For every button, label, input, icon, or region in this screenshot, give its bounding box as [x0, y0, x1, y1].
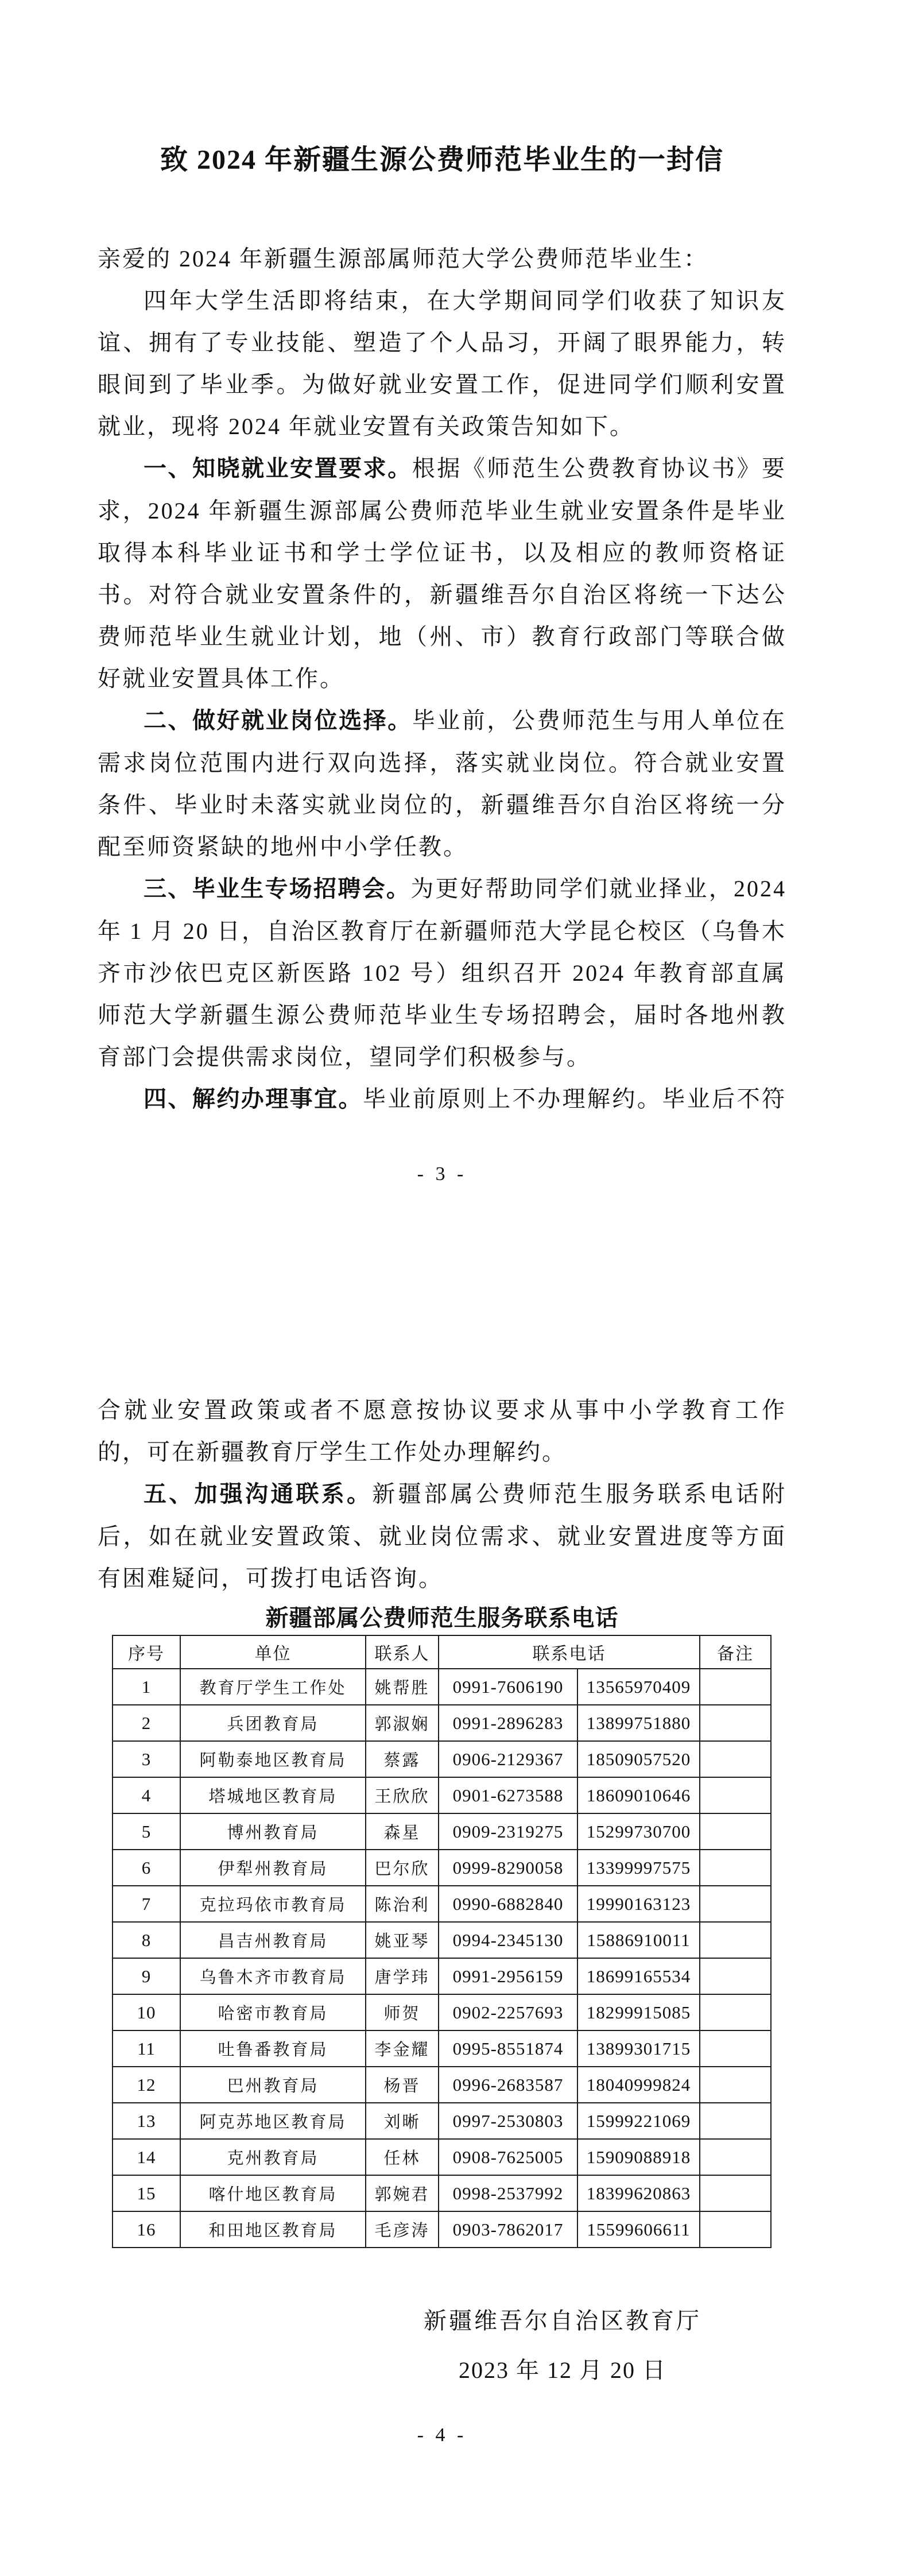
- cell-unit: 克州教育局: [180, 2139, 366, 2175]
- cell-phone2: 18699165534: [577, 1958, 700, 1994]
- cell-index: 14: [113, 2139, 180, 2175]
- cell-index: 11: [113, 2030, 180, 2067]
- cell-index: 5: [113, 1813, 180, 1850]
- cell-phone2: 15909088918: [577, 2139, 700, 2175]
- cell-phone1: 0903-7862017: [439, 2211, 577, 2248]
- cell-note: [700, 1741, 771, 1777]
- cell-phone2: 15299730700: [577, 1813, 700, 1850]
- cell-phone2: 19990163123: [577, 1886, 700, 1922]
- cell-index: 6: [113, 1850, 180, 1886]
- cell-phone1: 0999-8290058: [439, 1850, 577, 1886]
- cell-phone2: 13899751880: [577, 1705, 700, 1741]
- section-4-continuation: 合就业安置政策或者不愿意按协议要求从事中小学教育工作的，可在新疆教育厅学生工作处办理解约。: [98, 1397, 786, 1465]
- col-header-unit: 单位: [180, 1635, 366, 1669]
- cell-note: [700, 1958, 771, 1994]
- section-4-paragraph: [98, 1078, 786, 1120]
- cell-contact: 任林: [366, 2139, 439, 2175]
- document-title: 致 2024 年新疆生源公费师范毕业生的一封信: [160, 145, 724, 175]
- cell-note: [700, 1777, 771, 1813]
- cell-index: 2: [113, 1705, 180, 1741]
- col-header-phone: 联系电话: [439, 1635, 700, 1669]
- table-row: [113, 2030, 771, 2067]
- cell-unit: 克拉玛依市教育局: [180, 1886, 366, 1922]
- col-header-contact: 联系人: [366, 1635, 439, 1669]
- cell-unit: 和田地区教育局: [180, 2211, 366, 2248]
- cell-index: 13: [113, 2103, 180, 2139]
- cell-contact: 巴尔欣: [366, 1850, 439, 1886]
- cell-index: 4: [113, 1777, 180, 1813]
- cell-phone2: 18509057520: [577, 1741, 700, 1777]
- cell-note: [700, 1813, 771, 1850]
- cell-phone1: 0908-7625005: [439, 2139, 577, 2175]
- section-1-body: 根据《师范生公费教育协议书》要求，2024 年新疆生源部属公费师范毕业生就业安置条件是毕业取得本科毕业证书和学士学位证书，以及相应的教师资格证书。对符合就业安置条件的，新疆维吾尔自治区将统一下达公费师范毕业生就业计划，地（州、市）教育行政部门等联合做好就业安置具体工作。: [98, 455, 787, 691]
- cell-contact: 郭婉君: [366, 2175, 439, 2211]
- cell-unit: 昌吉州教育局: [180, 1922, 366, 1958]
- section-3-paragraph: [98, 868, 786, 1078]
- page-3-number: - 3 -: [417, 1163, 467, 1185]
- cell-index: 3: [113, 1741, 180, 1777]
- cell-unit: 吐鲁番教育局: [180, 2030, 366, 2067]
- cell-note: [700, 2175, 771, 2211]
- cell-phone2: 18299915085: [577, 1994, 700, 2030]
- cell-phone1: 0994-2345130: [439, 1922, 577, 1958]
- section-4-heading: 四、解约办理事宜。: [144, 1086, 363, 1112]
- cell-phone2: 15999221069: [577, 2103, 700, 2139]
- section-1-paragraph: [98, 447, 786, 699]
- section-2-heading: 二、做好就业岗位选择。: [144, 708, 412, 733]
- date-line: 2023 年 12 月 20 日: [459, 2357, 666, 2383]
- cell-phone2: 13399997575: [577, 1850, 700, 1886]
- section-5-body: 新疆部属公费师范生服务联系电话附后，如在就业安置政策、就业岗位需求、就业安置进度等方面有困难疑问，可拨打电话咨询。: [98, 1481, 786, 1591]
- cell-unit: 乌鲁木齐市教育局: [180, 1958, 366, 1994]
- table-row: [113, 1922, 771, 1958]
- cell-unit: 阿克苏地区教育局: [180, 2103, 366, 2139]
- cell-contact: 李金耀: [366, 2030, 439, 2067]
- signature-line: 新疆维吾尔自治区教育厅: [424, 2308, 701, 2334]
- contact-table-header: [113, 1635, 771, 1669]
- table-row: [113, 1669, 771, 1705]
- intro-paragraph: 四年大学生活即将结束，在大学期间同学们收获了知识友谊、拥有了专业技能、塑造了个人品习，开阔了眼界能力，转眼间到了毕业季。为做好就业安置工作，促进同学们顺利安置就业，现将 2024 年就业安置有关政策告知如下。: [98, 288, 786, 439]
- cell-index: 12: [113, 2067, 180, 2103]
- cell-contact: 刘晰: [366, 2103, 439, 2139]
- table-row: [113, 2139, 771, 2175]
- cell-phone1: 0998-2537992: [439, 2175, 577, 2211]
- cell-unit: 兵团教育局: [180, 1705, 366, 1741]
- cell-phone1: 0901-6273588: [439, 1777, 577, 1813]
- col-header-note: 备注: [700, 1635, 771, 1669]
- cell-contact: 毛彦涛: [366, 2211, 439, 2248]
- cell-note: [700, 2030, 771, 2067]
- contact-table: [112, 1635, 772, 2248]
- cell-index: 15: [113, 2175, 180, 2211]
- table-row: [113, 1813, 771, 1850]
- cell-note: [700, 1705, 771, 1741]
- cell-unit: 博州教育局: [180, 1813, 366, 1850]
- cell-index: 16: [113, 2211, 180, 2248]
- page-break-gap: [98, 1187, 786, 1389]
- cell-contact: 师贺: [366, 1994, 439, 2030]
- cell-index: 7: [113, 1886, 180, 1922]
- cell-phone2: 15886910011: [577, 1922, 700, 1958]
- cell-contact: 姚帮胜: [366, 1669, 439, 1705]
- cell-contact: 陈治利: [366, 1886, 439, 1922]
- cell-phone1: 0995-8551874: [439, 2030, 577, 2067]
- cell-phone1: 0906-2129367: [439, 1741, 577, 1777]
- cell-contact: 王欣欣: [366, 1777, 439, 1813]
- cell-phone2: 18399620863: [577, 2175, 700, 2211]
- section-5-paragraph: [98, 1473, 786, 1599]
- cell-unit: 伊犁州教育局: [180, 1850, 366, 1886]
- table-row: [113, 2067, 771, 2103]
- contact-table-title: 新疆部属公费师范生服务联系电话: [265, 1606, 619, 1631]
- cell-index: 8: [113, 1922, 180, 1958]
- cell-note: [700, 2067, 771, 2103]
- cell-note: [700, 2103, 771, 2139]
- page-4-number: - 4 -: [417, 2424, 467, 2446]
- cell-phone2: 18040999824: [577, 2067, 700, 2103]
- greeting-line: 亲爱的 2024 年新疆生源部属师范大学公费师范毕业生：: [98, 246, 708, 272]
- cell-note: [700, 1886, 771, 1922]
- document-page: [98, 0, 786, 2448]
- cell-unit: 哈密市教育局: [180, 1994, 366, 2030]
- cell-unit: 阿勒泰地区教育局: [180, 1741, 366, 1777]
- cell-phone1: 0990-6882840: [439, 1886, 577, 1922]
- cell-note: [700, 1922, 771, 1958]
- contact-table-body: [113, 1669, 771, 2248]
- cell-contact: 姚亚琴: [366, 1922, 439, 1958]
- cell-phone1: 0991-7606190: [439, 1669, 577, 1705]
- section-3-heading: 三、毕业生专场招聘会。: [144, 876, 411, 902]
- cell-unit: 巴州教育局: [180, 2067, 366, 2103]
- table-row: [113, 1850, 771, 1886]
- cell-note: [700, 1994, 771, 2030]
- table-row: [113, 1777, 771, 1813]
- cell-contact: 唐学玮: [366, 1958, 439, 1994]
- section-1-heading: 一、知晓就业安置要求。: [144, 456, 412, 481]
- signature-block: [424, 2307, 701, 2385]
- cell-phone1: 0997-2530803: [439, 2103, 577, 2139]
- section-3-body: 为更好帮助同学们就业择业，2024 年 1 月 20 日，自治区教育厅在新疆师范大学昆仑校区（乌鲁木齐市沙依巴克区新医路 102 号）组织召开 2024 年教育部直属师范大学新疆生源公费师范毕业生专场招聘会，届时各地州教育部门会提供需求岗位，望同学们积极参与。: [98, 876, 787, 1070]
- table-row: [113, 1994, 771, 2030]
- cell-note: [700, 2139, 771, 2175]
- cell-contact: 郭淑娴: [366, 1705, 439, 1741]
- header-row: [113, 1635, 771, 1669]
- cell-unit: 教育厅学生工作处: [180, 1669, 366, 1705]
- cell-note: [700, 1850, 771, 1886]
- cell-phone1: 0902-2257693: [439, 1994, 577, 2030]
- cell-contact: 蔡露: [366, 1741, 439, 1777]
- cell-phone2: 13565970409: [577, 1669, 700, 1705]
- section-5-heading: 五、加强沟通联系。: [144, 1482, 373, 1507]
- cell-index: 1: [113, 1669, 180, 1705]
- table-row: [113, 2211, 771, 2248]
- cell-contact: 森星: [366, 1813, 439, 1850]
- section-2-body: 毕业前，公费师范生与用人单位在需求岗位范围内进行双向选择，落实就业岗位。符合就业安置条件、毕业时未落实就业岗位的，新疆维吾尔自治区将统一分配至师资紧缺的地州中小学任教。: [98, 707, 787, 860]
- cell-phone1: 0909-2319275: [439, 1813, 577, 1850]
- cell-note: [700, 1669, 771, 1705]
- section-4-body: 毕业前原则上不办理解约。毕业后不符: [362, 1086, 787, 1112]
- cell-phone1: 0996-2683587: [439, 2067, 577, 2103]
- cell-index: 9: [113, 1958, 180, 1994]
- table-row: [113, 2103, 771, 2139]
- col-header-index: 序号: [113, 1635, 180, 1669]
- cell-index: 10: [113, 1994, 180, 2030]
- section-2-paragraph: [98, 699, 786, 868]
- table-row: [113, 1958, 771, 1994]
- table-row: [113, 1741, 771, 1777]
- table-row: [113, 1705, 771, 1741]
- table-row: [113, 2175, 771, 2211]
- cell-phone2: 15599606611: [577, 2211, 700, 2248]
- cell-phone1: 0991-2956159: [439, 1958, 577, 1994]
- cell-phone2: 18609010646: [577, 1777, 700, 1813]
- table-row: [113, 1886, 771, 1922]
- cell-contact: 杨晋: [366, 2067, 439, 2103]
- cell-phone2: 13899301715: [577, 2030, 700, 2067]
- cell-note: [700, 2211, 771, 2248]
- cell-phone1: 0991-2896283: [439, 1705, 577, 1741]
- cell-unit: 喀什地区教育局: [180, 2175, 366, 2211]
- cell-unit: 塔城地区教育局: [180, 1777, 366, 1813]
